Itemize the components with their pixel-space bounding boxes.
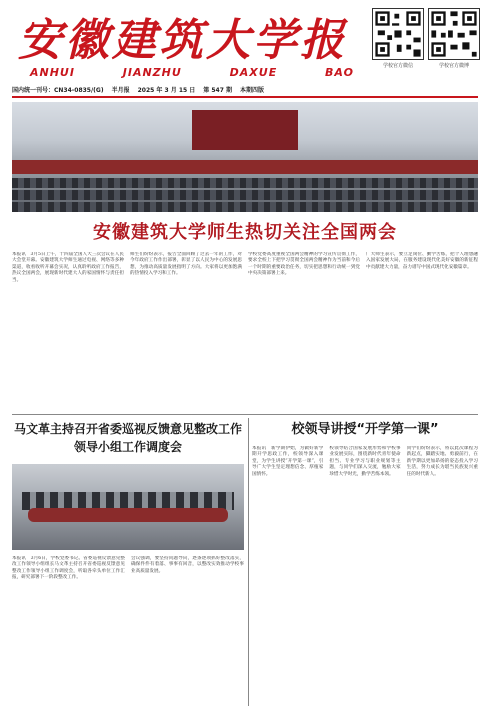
issue-number: 第 547 期 <box>203 86 232 94</box>
masthead <box>0 0 490 94</box>
article-paragraph: 学校党委高度重视全国两会精神的学习宣传贯彻工作，要求全校上下把学习贯彻全国两会精神作为当前和今后一个时期的重要政治任务，切实把思想和行动统一到党中央决策部署上来。 <box>248 252 360 277</box>
pinyin-word: BAO <box>325 66 354 79</box>
issue-date: 2025 年 3 月 15 日 <box>137 86 196 94</box>
section-divider <box>12 414 478 415</box>
main-headline: 安徽建筑大学师生热切关注全国两会 <box>93 222 397 243</box>
masthead-divider <box>12 96 478 98</box>
qr-code-icon <box>372 8 424 60</box>
left-article-headline: 马文革主持召开省委巡视反馈意见整改工作领导小组工作调度会 <box>13 422 242 454</box>
column-divider <box>248 418 249 706</box>
lead-photo <box>12 102 478 212</box>
article-paragraph: 本报讯 3月6日，学校党委书记、省委巡视反馈意见整改工作领导小组组长马文革主持召开省委巡视反馈意见整改工作领导小组工作调度会，听取各牵头单位工作汇报，研究部署下一阶段整改工作。 <box>12 556 125 581</box>
left-article-body <box>12 556 244 704</box>
article-paragraph: 校领导结合国家发展形势和学校事业发展实际，围绕新时代青年使命担当、专业学习与职业规划等主题，与同学们深入交流，勉励大家珍惜大学时光，勤学苦练本领。 <box>329 446 401 477</box>
article-column <box>329 446 400 704</box>
photo-stage <box>12 160 478 174</box>
article-column <box>407 446 478 704</box>
left-article-photo <box>12 464 244 550</box>
article-paragraph: 本报讯 3月5日上午，十四届全国人大三次会议在人民大会堂开幕。安徽建筑大学师生通过电视、网络等多种渠道，收看收听开幕会实况，认真聆听政府工作报告，热议全国两会，展现新时代建大人的家国情怀与责任担当。 <box>12 252 124 283</box>
photo-audience-row <box>12 178 478 188</box>
newspaper-title-logo: 安徽建筑大学报 <box>18 15 347 66</box>
photo-audience-row <box>12 190 478 200</box>
photo-audience-row <box>12 202 478 212</box>
article-paragraph: 同学们纷纷表示，将以此次课程为新起点，脚踏实地、勇毅前行，在新学期以更加昂扬的姿态投入学习生活，努力成长为堪当民族复兴重任的时代新人。 <box>406 446 478 477</box>
photo-screen <box>192 110 298 150</box>
article-column <box>12 556 125 704</box>
main-article-body <box>12 252 478 412</box>
issue-info-bar <box>12 84 478 94</box>
article-column <box>131 556 244 704</box>
pinyin-word: ANHUI <box>30 66 75 79</box>
article-column <box>130 252 242 412</box>
article-column <box>12 252 124 412</box>
newspaper-title-pinyin <box>12 66 372 80</box>
pinyin-word: JIANZHU <box>122 66 182 79</box>
issue-page-count: 本期四版 <box>239 86 264 94</box>
issue-serial-number: 国内统一刊号：CN34-0835/(G) <box>12 86 104 94</box>
article-paragraph: 本报讯 新学期伊始，为做好新学期开学思政工作，校领导深入课堂，为学生讲授“开学第一课”，引导广大学生坚定理想信念、厚植家国情怀。 <box>252 446 324 477</box>
qr-caption: 学校官方微博 <box>438 63 469 69</box>
article-paragraph: 广大师生表示，要立足岗位、勤学苦练，把个人理想融入国家发展大局，在服务建设现代化美好安徽的新征程中贡献建大力量，奋力谱写中国式现代化安徽篇章。 <box>366 252 478 270</box>
issue-frequency: 半月报 <box>111 86 130 94</box>
qr-code-icon <box>428 8 480 60</box>
qr-caption: 学校官方微信 <box>382 63 413 69</box>
right-article-body <box>252 446 478 704</box>
article-column <box>248 252 360 412</box>
pinyin-word: DAXUE <box>229 66 278 79</box>
article-column <box>366 252 478 412</box>
photo-meeting-table <box>28 508 228 522</box>
article-paragraph: 会议强调，要坚持问题导向，逐条逐项抓好整改落实，确保件件有着落、事事有回音，以整改实效推动学校事业高质量发展。 <box>131 556 244 574</box>
article-column <box>252 446 323 704</box>
article-paragraph: 师生们纷纷表示，报告全面回顾了过去一年的工作，对今年政府工作作出部署，彰显了以人民为中心的发展思想，为推动高质量发展指明了方向。大家将以更加饱满的热情投入学习和工作。 <box>130 252 242 277</box>
right-article-headline: 校领导讲授“开学第一课” <box>291 422 439 437</box>
